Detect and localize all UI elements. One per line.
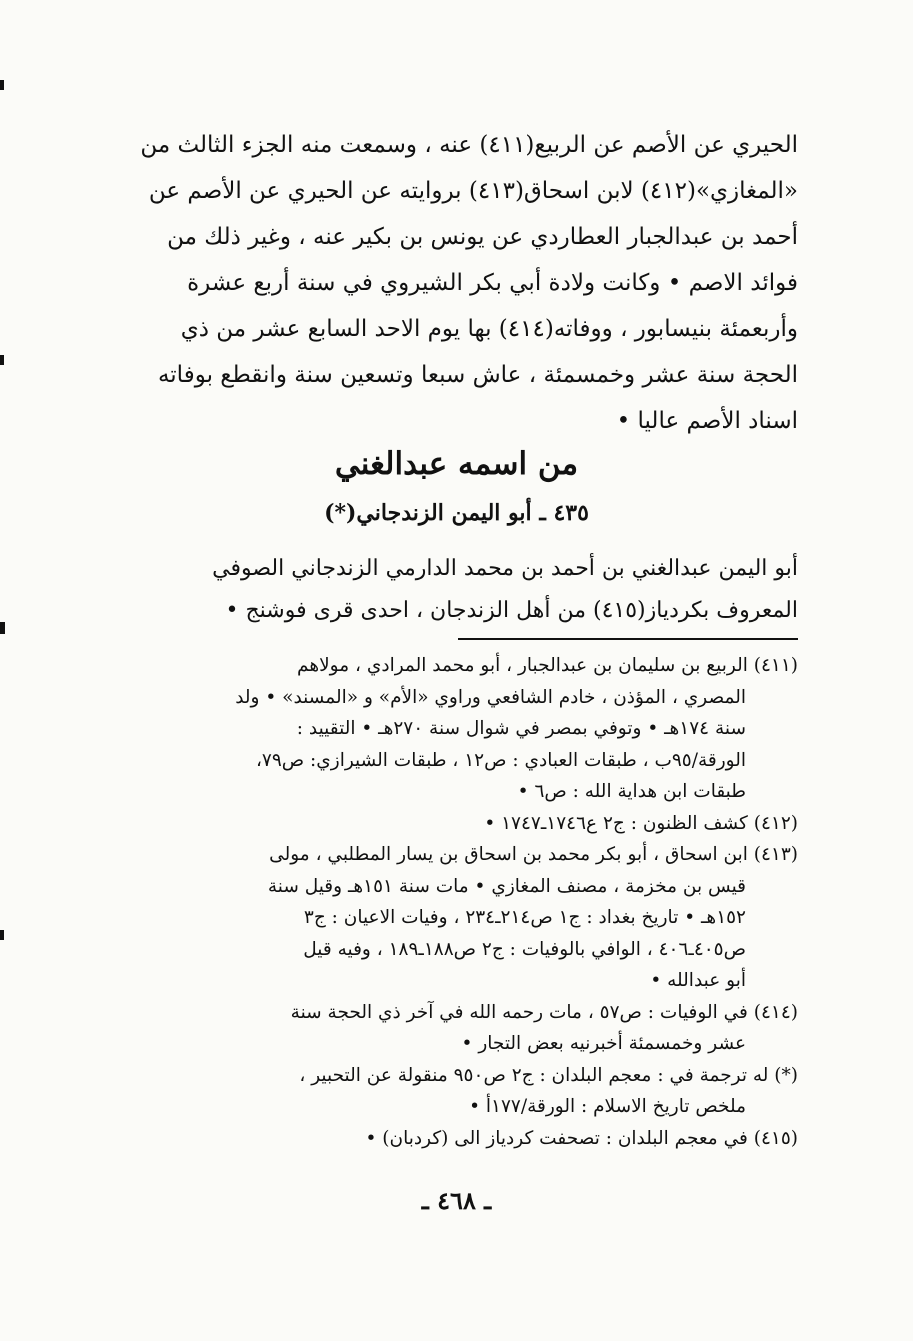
footnote-line: قيس بن مخزمة ، مصنف المغازي • مات سنة ١٥١هـ وقيل سنة [267,875,746,897]
section-heading: من اسمه عبدالغني [334,446,579,482]
page-number: ـ ٤٦٨ ـ [421,1186,492,1215]
entry-body [150,548,798,632]
footnote-separator [458,638,798,640]
footnote-star [150,1060,798,1123]
footnote-line: سنة ١٧٤هـ • وتوفي بمصر في شوال سنة ٢٧٠هـ • التقييد : [296,718,746,739]
paragraph-line: وأربعمئة بنيسابور ، ووفاته(٤١٤) بها يوم الاحد السابع عشر من ذي [180,316,798,342]
margin-mark [0,80,4,90]
footnote-line: (*) له ترجمة في : معجم البلدان : ج٢ ص٩٥٠ منقولة عن التحبير ، [299,1064,798,1086]
footnote-412 [150,808,798,840]
footnote-411 [150,650,798,808]
footnote-line: المصري ، المؤذن ، خادم الشافعي وراوي «الأم» و «المسند» • ولد [235,686,746,708]
margin-mark [0,930,4,940]
footnote-line: عشر وخمسمئة أخبرنيه بعض التجار • [461,1033,746,1054]
footnote-line: (٤١١) الربيع بن سليمان بن عبدالجبار ، أبو محمد المرادي ، مولاهم [297,655,798,676]
body-paragraph [140,122,798,444]
paragraph-line: «المغازي»(٤١٢) لابن اسحاق(٤١٣) بروايته عن الحيري عن الأصم عن [148,178,798,204]
entry-title: ٤٣٥ ـ أبو اليمن الزندجاني(*) [324,500,589,526]
footnote-line: الورقة/٩٥ب ، طبقات العبادي : ص١٢ ، طبقات الشيرازي: ص٧٩، [255,749,746,771]
footnote-line: طبقات ابن هداية الله : ص٦ • [517,781,746,802]
margin-mark [0,622,5,634]
footnote-line: (٤١٤) في الوفيات : ص٥٧ ، مات رحمه الله في آخر ذي الحجة سنة [290,1001,798,1023]
margin-mark [0,355,4,365]
paragraph-line: اسناد الأصم عاليا • [616,408,798,434]
footnote-413 [150,839,798,997]
footnote-line: ص٤٠٥ـ٤٠٦ ، الوافي بالوفيات : ج٢ ص١٨٨ـ١٨٩ ، وفيه قيل [303,938,746,960]
paragraph-line: فوائد الاصم • وكانت ولادة أبي بكر الشيروي في سنة أربع عشرة [187,270,798,296]
footnote-line: ١٥٢هـ • تاريخ بغداد : ج١ ص٢١٤ـ٢٣٤ ، وفيات الاعيان : ج٣ [303,907,746,928]
footnote-line: (٤١٣) ابن اسحاق ، أبو بكر محمد بن اسحاق بن يسار المطلبي ، مولى [269,844,798,865]
footnote-line: (٤١٥) في معجم البلدان : تصحفت كردياز الى (كردبان) • [365,1127,798,1149]
paragraph-line: الحجة سنة عشر وخمسمئة ، عاش سبعا وتسعين سنة وانقطع بوفاته [157,362,798,388]
paragraph-line: أحمد بن عبدالجبار العطاردي عن يونس بن بكير عنه ، وغير ذلك من [167,224,798,250]
entry-line: أبو اليمن عبدالغني بن أحمد بن محمد الدارمي الزندجاني الصوفي [212,556,798,581]
entry-line: المعروف بكردياز(٤١٥) من أهل الزندجان ، احدى قرى فوشنج • [225,598,798,623]
footnote-415 [150,1123,798,1155]
footnote-line: ملخص تاريخ الاسلام : الورقة/١٧٧أ • [469,1096,746,1117]
footnote-414 [150,997,798,1060]
footnote-line: (٤١٢) كشف الظنون : ج٢ ع١٧٤٦ـ١٧٤٧ • [484,812,798,834]
paragraph-line: الحيري عن الأصم عن الربيع(٤١١) عنه ، وسمعت منه الجزء الثالث من [140,132,798,158]
footnotes [150,650,798,1154]
footnote-line: أبو عبدالله • [650,970,746,991]
